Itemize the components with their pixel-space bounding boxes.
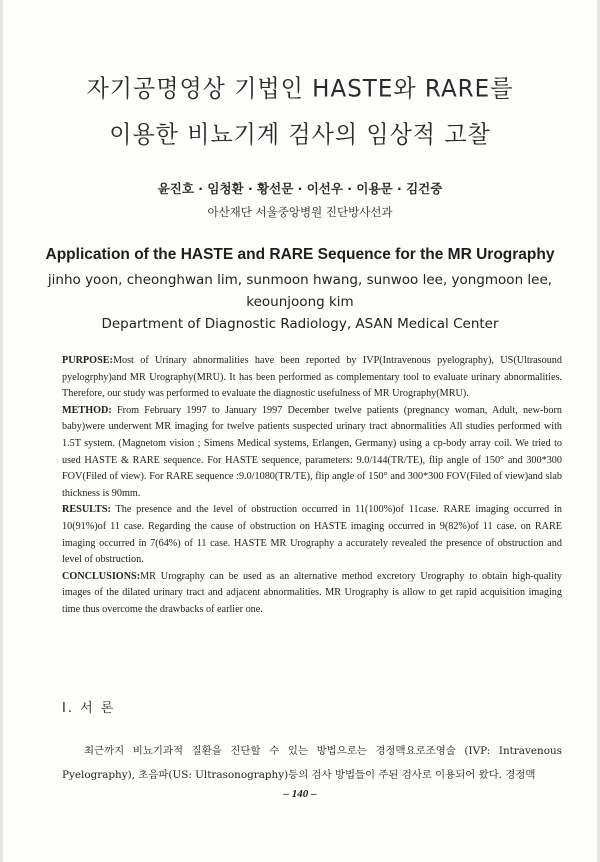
english-affiliation: Department of Diagnostic Radiology, ASAN Medical Center: [101, 316, 499, 332]
conclusions-label: CONCLUSIONS:: [62, 570, 141, 582]
korean-title-line2: 이용한 비뇨기계 검사의 임상적 고찰: [109, 121, 491, 149]
introduction-paragraph: 최근까지 비뇨기과적 질환을 진단할 수 있는 방법으로는 경정맥요로조영술 (IVP: Intravenous Pyelography), 초음파(US: Ultrasonography)등의 검사 방법들이 주된 검사로 이용되어 왔다. 경정맥: [62, 745, 562, 781]
korean-affiliation: 아산재단 서울중앙병원 진단방사선과: [207, 205, 393, 219]
conclusions-text: MR Urography can be used as an alternative method excretory Urography to obtain high-quality images of the dilated urinary tract and adjacent abnormalities. MR Urography is allow to get rapid acquisition imaging time thus overcome the drawbacks of earlier one.: [62, 570, 562, 615]
section-heading-introduction: Ⅰ. 서 론: [62, 701, 116, 716]
abstract-conclusions: [62, 569, 562, 619]
purpose-text: Most of Urinary abnormalities have been reported by IVP(Intravenous pyelography), US(Ultrasound pyelogrphy)and MR Urography(MRU). It has been performed as complementary tool to evaluate urinary abnormalities. Therefore, our study was performed to evaluate the diagnostic usefulness of MR Urography(MRU).: [62, 355, 562, 400]
korean-authors: 윤진호 · 임청환 · 황선문 · 이선우 · 이용문 · 김건중: [157, 181, 443, 196]
page-number: – 140 –: [283, 788, 317, 800]
results-text: The presence and the level of obstruction occurred in 11(100%)of 11case. RARE imaging occurred in 10(91%)of 11 case. Regarding the cause of obstruction on HASTE imaging occurred in 9(82%)of 11 case. on RARE imaging occurred in 7(64%) of 11 case. HASTE MR Urography a accurately revealed the presence of obstruction and level of obstruction.: [62, 504, 562, 566]
english-authors-line1: jinho yoon, cheonghwan lim, sunmoon hwang, sunwoo lee, yongmoon lee,: [47, 272, 553, 288]
abstract-method: [62, 403, 562, 503]
purpose-label: PURPOSE:: [62, 355, 113, 366]
abstract: [62, 353, 562, 619]
introduction-body: [62, 740, 562, 787]
english-title: Application of the HASTE and RARE Sequence for the MR Urography: [45, 246, 555, 263]
results-label: RESULTS:: [62, 504, 111, 516]
method-text: From February 1997 to January 1997 December twelve patients (pregnancy woman, Adult, new-born baby)were underwent MR imaging for twelve patients suspected urinary tract abnormalities All studies performed with 1.5T system. (Magnetom vision ; Simens Medical systems, Erlangen, Germany) using a cp-body array coil. We tried to used HASTE & RARE sequence. For HASTE sequence, parameters: 9.0/144(TR/TE), flip angle of 150° and 300*300 FOV(Filed of view). For RARE sequence :9.0/1080(TR/TE), flip angle of 150° and 300*300 FOV(Filed of view)and slab thickness is 90mm.: [62, 404, 562, 499]
abstract-results: [62, 502, 562, 568]
abstract-purpose: [62, 353, 562, 403]
korean-title-line1: 자기공명영상 기법인 HASTE와 RARE를: [86, 75, 514, 103]
method-label: METHOD:: [62, 404, 112, 416]
english-authors-line2: keounjoong kim: [246, 294, 354, 310]
